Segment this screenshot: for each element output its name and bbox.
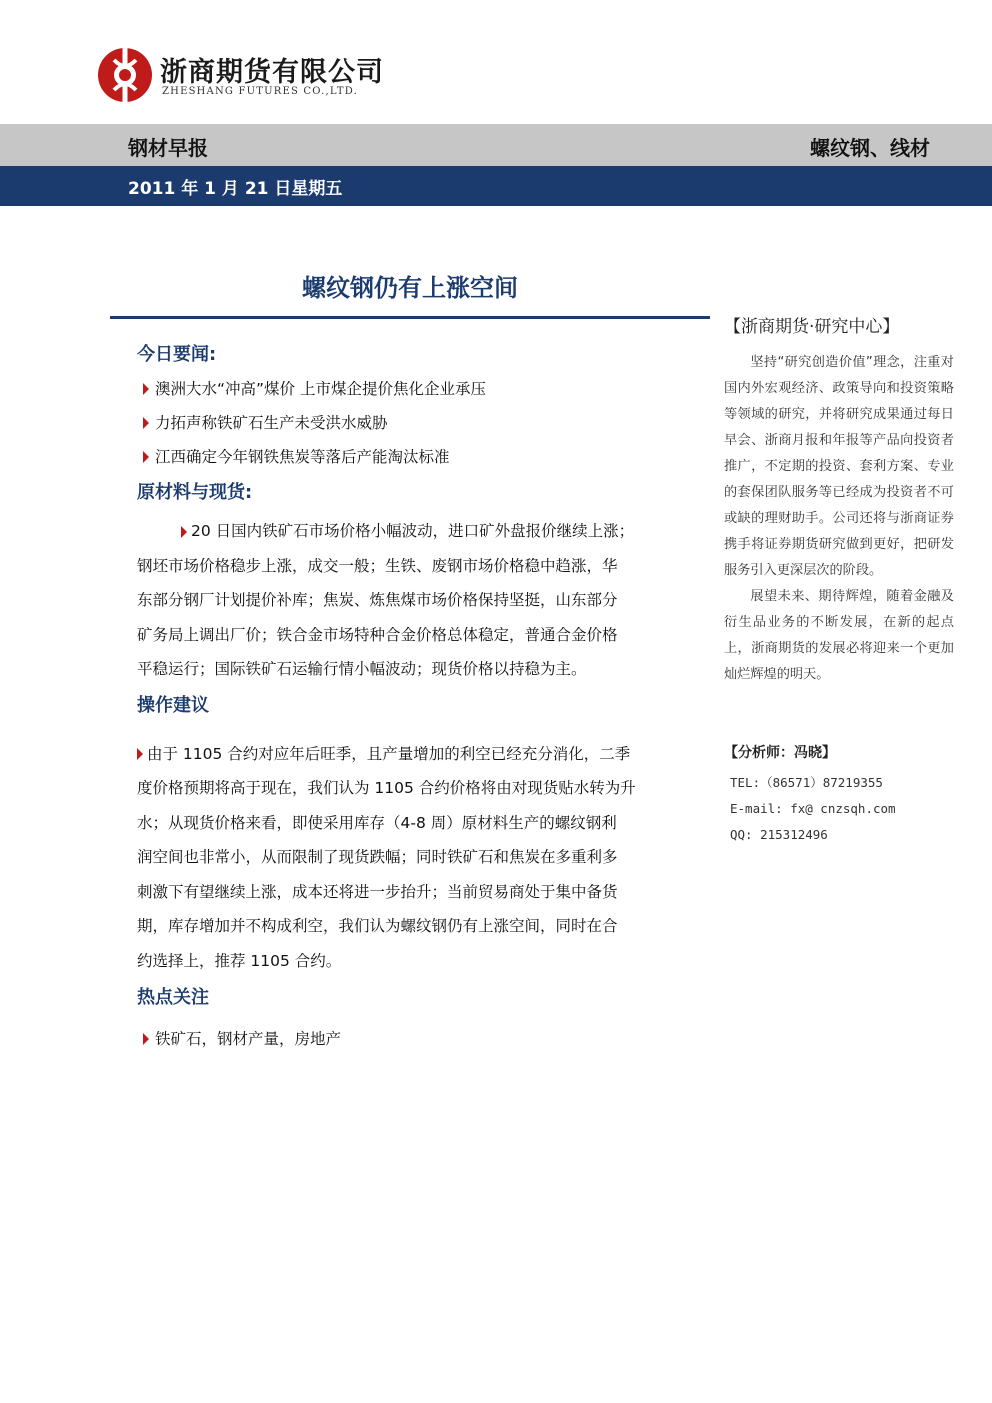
analyst-name: 【分析师：冯晓】: [724, 745, 836, 761]
report-type: 钢材早报: [128, 136, 208, 160]
sidebar-paragraph: 展望未来、期待辉煌，随着金融及衍生品业务的不断发展，在新的起点上，浙商期货的发展必将迎来一个更加灿烂辉煌的明天。: [724, 589, 954, 682]
main-content: [137, 338, 685, 1056]
list-item: 澳洲大水“冲高”煤价 上市煤企提价焦化企业承压: [137, 372, 685, 406]
company-name-cn: 浙商期货有限公司: [160, 57, 384, 88]
report-products: 螺纹钢、线材: [810, 136, 930, 160]
focus-list: [137, 1022, 685, 1056]
report-date: 2011 年 1 月 21 日星期五: [128, 179, 343, 199]
news-heading: 今日要闻:: [137, 344, 217, 365]
company-logo: [96, 46, 386, 106]
contact-email[interactable]: E-mail: fx@ cnzsqh.com: [730, 801, 896, 816]
raw-paragraph: 20 日国内铁矿石市场价格小幅波动，进口矿外盘报价继续上涨； 钢坯市场价格稳步上涨，成交一般；生铁、废钢市场价格稳中趋涨，华 东部分钢厂计划提价补库；焦炭、炼焦煤市场价格保持坚挺，山东部分 矿务局上调出厂价；铁合金市场特种合金价格总体稳定，普通合金价格 平稳运行；国际铁矿石运输行情小幅波动；现货价格以持稳为主。: [137, 522, 635, 678]
focus-heading: 热点关注: [137, 987, 209, 1008]
list-item: 江西确定今年钢铁焦炭等落后产能淘汰标准: [137, 440, 685, 474]
list-item: 铁矿石，钢材产量，房地产: [137, 1022, 685, 1056]
date-bar: [0, 166, 992, 206]
company-logo-icon: [96, 46, 154, 104]
bullet-arrow-icon: [143, 451, 149, 463]
contact-phone: TEL:（86571）87219355: [730, 775, 883, 790]
bullet-arrow-icon: [143, 1033, 149, 1045]
advice-heading: 操作建议: [137, 694, 209, 716]
advice-paragraph: 由于 1105 合约对应年后旺季，且产量增加的利空已经充分消化，二季 度价格预期将高于现在，我们认为 1105 合约价格将由对现货贴水转为升 水；从现货价格来看，即使采用库存（4-8 周）原材料生产的螺纹钢利 润空间也非常小，从而限制了现货跌幅；同时铁矿石和焦炭在多重利多 刺激下有望继续上涨，成本还将进一步抬升；当前贸易商处于集中备货 期，库存增加并不构成利空，我们认为螺纹钢仍有上涨空间，同时在合 约选择上，推荐 1105 合约。: [137, 744, 636, 970]
bullet-arrow-icon: [143, 383, 149, 395]
report-header-bar: [0, 124, 992, 166]
raw-heading: 原材料与现货:: [137, 482, 253, 503]
sidebar-paragraph: 坚持“研究创造价值”理念，注重对国内外宏观经济、政策导向和投资策略等领域的研究，并将研究成果通过每日早会、浙商月报和年报等产品向投资者推广，不定期的投资、套利方案、专业的套保团队服务等已经成为投资者不可或缺的理财助手。公司还将与浙商证券携手将证券期货研究做到更好，把研发服务引入更深层次的阶段。: [724, 355, 954, 578]
title-divider: [110, 316, 710, 319]
company-name-en: ZHESHANG FUTURES CO.,LTD.: [162, 86, 358, 97]
report-title: 螺纹钢仍有上涨空间: [302, 274, 518, 302]
bullet-arrow-icon: [181, 526, 187, 538]
sidebar-heading: 【浙商期货·研究中心】: [724, 317, 900, 337]
news-list: [137, 372, 685, 474]
sidebar-text: [724, 350, 954, 688]
analyst-contact: [730, 770, 896, 848]
list-item: 力拓声称铁矿石生产未受洪水威胁: [137, 406, 685, 440]
contact-qq: QQ: 215312496: [730, 827, 828, 842]
bullet-arrow-icon: [143, 417, 149, 429]
bullet-arrow-icon: [137, 748, 143, 760]
